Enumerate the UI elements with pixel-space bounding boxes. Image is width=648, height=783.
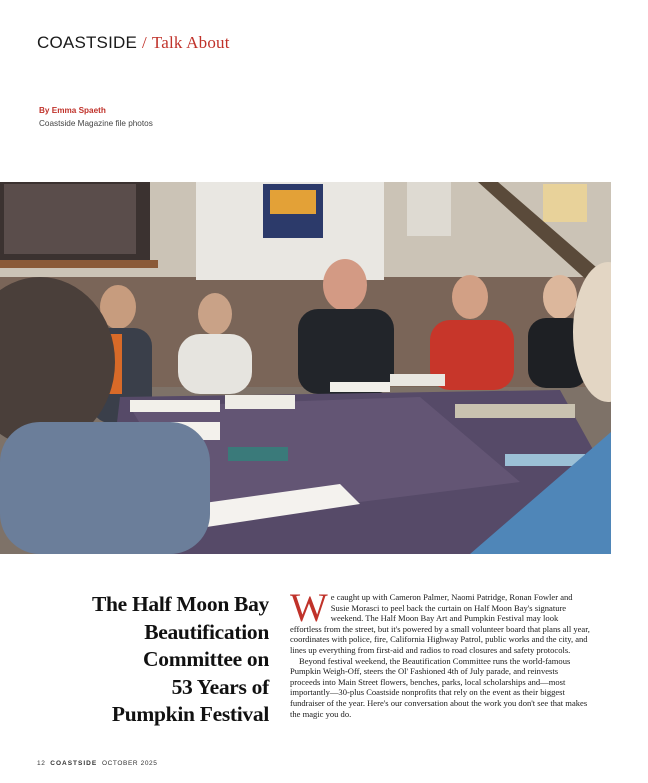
headline-line: Pumpkin Festival: [111, 702, 269, 726]
article-headline: [40, 591, 269, 729]
headline-line: The Half Moon Bay: [91, 592, 269, 616]
header-separator: /: [141, 33, 147, 52]
page-number: 12: [37, 760, 46, 767]
byline: By Emma Spaeth: [39, 106, 106, 115]
headline-line: Beautification: [144, 619, 269, 644]
headline-line: 53 Years of: [171, 674, 269, 699]
article-body: [290, 585, 590, 719]
section-title: Talk About: [151, 33, 230, 52]
meeting-photo-illustration: [0, 182, 611, 554]
meeting-photo: [0, 182, 611, 554]
paragraph-text: e caught up with Cameron Palmer, Naomi Patridge, Ronan Fowler and Susie Morasci to peel back the curtain on Half Moon Bay's signature weekend. The Half Moon Bay Art and Pumpkin Festival may look effortless from the street, but it's powered by a small volunteer board that plans all year, coordinates with police, fire, California Highway Patrol, public works and the city, and lines up everything from first-aid and radios to road closures and safety protocols.: [290, 592, 590, 655]
section-header: [37, 33, 230, 53]
footer-magazine: COASTSIDE: [50, 760, 98, 767]
magazine-brand: COASTSIDE: [37, 33, 138, 52]
article-paragraph: Beyond festival weekend, the Beautification Committee runs the world-famous Pumpkin Weigh-Off, steers the Ol' Fashioned 4th of July parade, and reinvests proceeds into Main Street flowers, benches, parks, local scholarships and—most importantly—30-plus Coastside nonprofits that rely on the event as their biggest fundraiser of the year. Here's our conversation about the work you don't see that makes the magic you do.: [290, 655, 588, 719]
page-footer: [37, 760, 157, 767]
footer-issue: OCTOBER 2025: [101, 760, 158, 767]
article-paragraph: [290, 585, 590, 656]
photo-credit: Coastside Magazine file photos: [39, 119, 153, 128]
drop-cap: W: [290, 585, 328, 630]
headline-line: Committee on: [143, 647, 269, 671]
